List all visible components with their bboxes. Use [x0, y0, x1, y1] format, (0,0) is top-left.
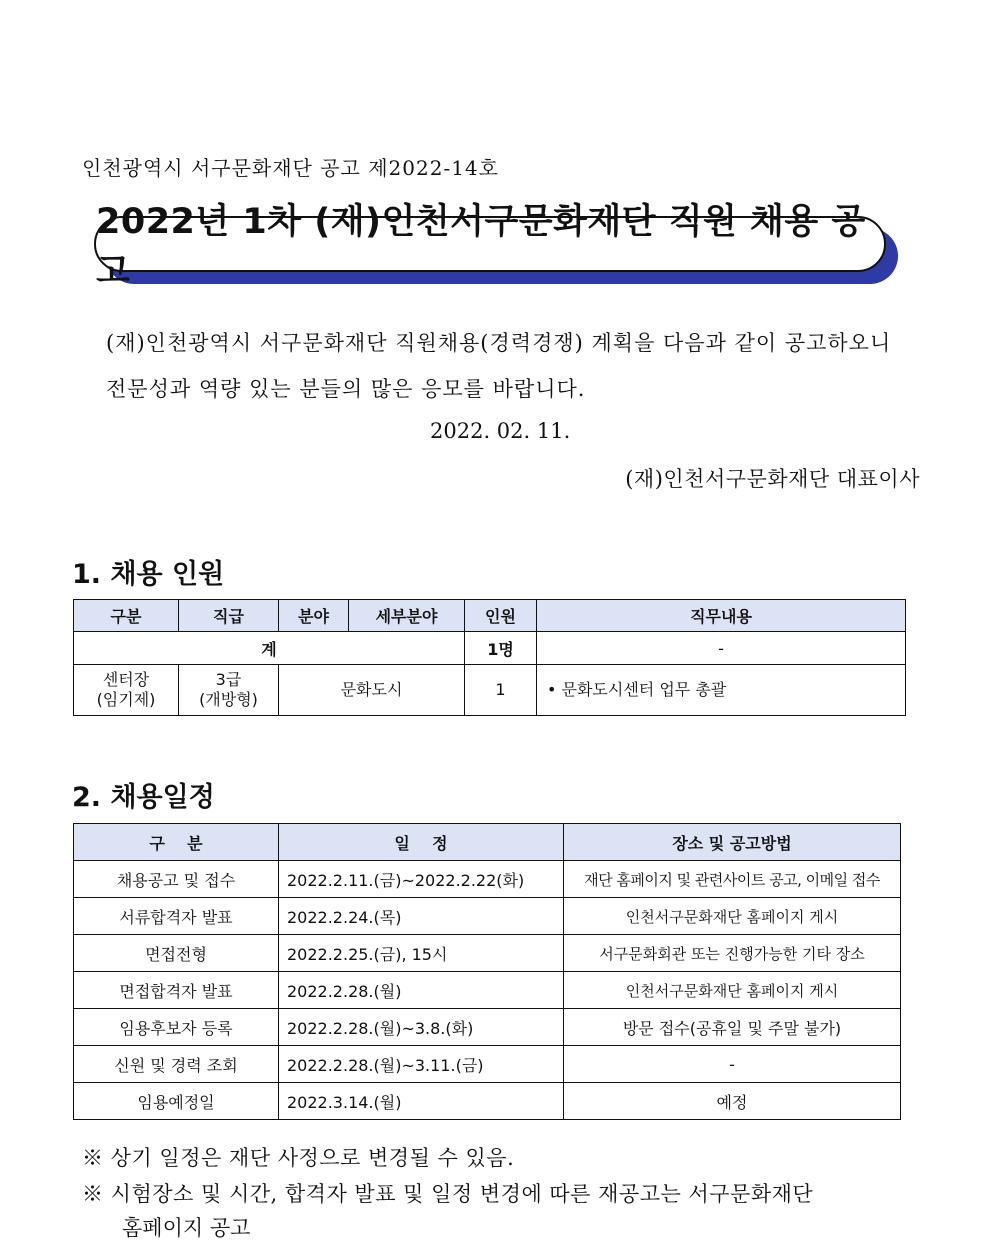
section-heading-recruitment: 1. 채용 인원 [72, 559, 225, 590]
schedule-method: 예정 [564, 1083, 901, 1120]
col-header: 직무내용 [537, 600, 906, 632]
col-header: 인원 [465, 600, 537, 632]
schedule-item: 면접합격자 발표 [74, 972, 279, 1009]
table-header-row [74, 824, 901, 861]
table-row [74, 1083, 901, 1120]
table-row [74, 861, 901, 898]
col-header: 구분 [74, 600, 179, 632]
table-row [74, 898, 901, 935]
col-header: 장소 및 공고방법 [564, 824, 901, 861]
grade-line-1: 3급 [215, 670, 242, 689]
note-schedule-change: ※ 상기 일정은 재단 사정으로 변경될 수 있음. [82, 1146, 515, 1170]
col-header: 분야 [279, 600, 349, 632]
schedule-date: 2022.2.28.(월)~3.8.(화) [279, 1009, 564, 1046]
schedule-date: 2022.2.11.(금)~2022.2.22(화) [279, 861, 564, 898]
schedule-item: 임용예정일 [74, 1083, 279, 1120]
schedule-item: 서류합격자 발표 [74, 898, 279, 935]
table-row [74, 1046, 901, 1083]
schedule-date: 2022.2.25.(금), 15시 [279, 935, 564, 972]
division-cell [74, 665, 179, 716]
total-count: 1명 [465, 632, 537, 665]
schedule-method: 서구문화회관 또는 진행가능한 기타 장소 [564, 935, 901, 972]
grade-line-2: (개방형) [199, 690, 258, 709]
division-line-2: (임기제) [96, 690, 156, 709]
notice-date: 2022. 02. 11. [430, 419, 571, 443]
schedule-method: - [564, 1046, 901, 1083]
recruitment-table [73, 599, 906, 716]
total-duty: - [537, 632, 906, 665]
col-header: 구 분 [74, 824, 279, 861]
col-header: 세부분야 [349, 600, 465, 632]
note-reannouncement: ※ 시험장소 및 시간, 합격자 발표 및 일정 변경에 따른 재공고는 서구문화재단 [82, 1182, 814, 1206]
schedule-date: 2022.3.14.(월) [279, 1083, 564, 1120]
schedule-date: 2022.2.28.(월)~3.11.(금) [279, 1046, 564, 1083]
note-reannouncement-cont: 홈페이지 공고 [122, 1216, 251, 1240]
col-header: 직급 [179, 600, 279, 632]
count-cell: 1 [465, 665, 537, 716]
schedule-date: 2022.2.28.(월) [279, 972, 564, 1009]
signature: (재)인천서구문화재단 대표이사 [625, 467, 920, 491]
table-row [74, 1009, 901, 1046]
table-header-row [74, 600, 906, 632]
intro-line-1: (재)인천광역시 서구문화재단 직원채용(경력경쟁) 계획을 다음과 같이 공고하오니 [106, 331, 892, 355]
notice-number: 인천광역시 서구문화재단 공고 제2022-14호 [82, 156, 499, 180]
schedule-method: 방문 접수(공휴일 및 주말 불가) [564, 1009, 901, 1046]
schedule-table [73, 823, 901, 1120]
schedule-method: 재단 홈페이지 및 관련사이트 공고, 이메일 접수 [564, 861, 901, 898]
schedule-item: 임용후보자 등록 [74, 1009, 279, 1046]
schedule-item: 채용공고 및 접수 [74, 861, 279, 898]
intro-line-2: 전문성과 역량 있는 분들의 많은 응모를 바랍니다. [106, 377, 586, 401]
grade-cell [179, 665, 279, 716]
table-row [74, 935, 901, 972]
section-heading-schedule: 2. 채용일정 [72, 782, 215, 813]
field-cell: 문화도시 [279, 665, 465, 716]
col-header: 일 정 [279, 824, 564, 861]
schedule-item: 면접전형 [74, 935, 279, 972]
table-row [74, 972, 901, 1009]
schedule-date: 2022.2.24.(목) [279, 898, 564, 935]
table-row-total [74, 632, 906, 665]
total-label: 계 [74, 632, 465, 665]
schedule-method: 인천서구문화재단 홈페이지 게시 [564, 898, 901, 935]
schedule-item: 신원 및 경력 조회 [74, 1046, 279, 1083]
table-row [74, 665, 906, 716]
duty-cell: • 문화도시센터 업무 총괄 [537, 665, 906, 716]
title-banner [94, 202, 886, 292]
schedule-method: 인천서구문화재단 홈페이지 게시 [564, 972, 901, 1009]
page-title: 2022년 1차 (재)인천서구문화재단 직원 채용 공고 [96, 202, 866, 292]
division-line-1: 센터장 [102, 670, 150, 689]
